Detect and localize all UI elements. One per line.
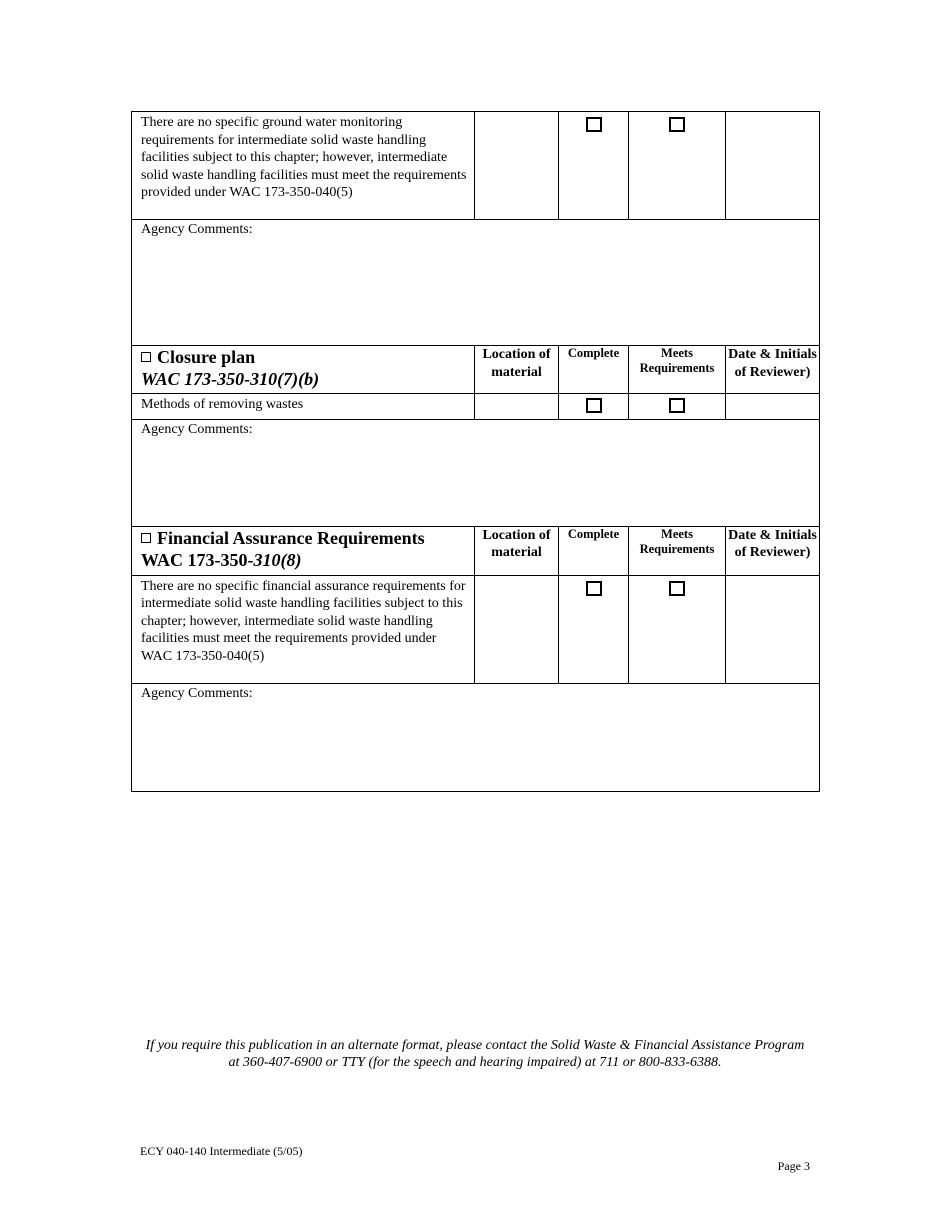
closure-comments-row	[132, 419, 820, 526]
alternate-format-note-line1: If you require this publication in an alternate format, please contact the Solid Waste & Financial Assistance Program	[145, 1038, 805, 1053]
column-header-complete: Complete	[559, 526, 629, 575]
financial-description: There are no specific financial assurance requirements for intermediate solid waste handling facilities subject to this chapter; however, intermediate solid waste handling facilities must meet the requirements provided under WAC 173-350-040(5)	[132, 575, 475, 683]
groundwater-meets-cell	[629, 112, 726, 220]
column-header-location: Location of material	[475, 346, 559, 394]
closure-item-row	[132, 394, 820, 420]
financial-title-cell	[132, 526, 475, 575]
closure-header-row	[132, 346, 820, 394]
page-number: Page 3	[777, 1159, 810, 1173]
groundwater-date-cell[interactable]	[726, 112, 820, 220]
groundwater-description: There are no specific ground water monitoring requirements for intermediate solid waste handling facilities subject to this chapter; however, intermediate solid waste handling facilities must meet the requirements provided under WAC 173-350-040(5)	[132, 112, 475, 220]
groundwater-comments[interactable]	[132, 220, 820, 346]
financial-date-cell[interactable]	[726, 575, 820, 683]
column-header-date: Date & Initials of Reviewer)	[726, 346, 820, 394]
alternate-format-note	[100, 1037, 850, 1071]
groundwater-complete-cell	[559, 112, 629, 220]
column-header-location: Location of material	[475, 526, 559, 575]
financial-complete-checkbox[interactable]	[586, 581, 602, 596]
closure-location-cell[interactable]	[475, 394, 559, 420]
closure-complete-cell	[559, 394, 629, 420]
financial-row	[132, 575, 820, 683]
closure-item: Methods of removing wastes	[132, 394, 475, 420]
alternate-format-note-line2: at 360-407-6900 or TTY (for the speech and hearing impaired) at 711 or 800-833-6388.	[228, 1055, 722, 1070]
column-header-meets: Meets Requirements	[629, 346, 726, 394]
comments-label: Agency Comments:	[141, 421, 253, 437]
closure-meets-cell	[629, 394, 726, 420]
financial-wac	[141, 549, 468, 571]
financial-comments[interactable]	[132, 683, 820, 791]
column-header-date: Date & Initials of Reviewer)	[726, 526, 820, 575]
financial-wac-prefix: WAC 173-350-	[141, 549, 254, 570]
financial-meets-checkbox[interactable]	[669, 581, 685, 596]
form-id: ECY 040-140 Intermediate (5/05)	[140, 1144, 303, 1158]
groundwater-comments-row	[132, 220, 820, 346]
groundwater-meets-checkbox[interactable]	[669, 117, 685, 132]
financial-complete-cell	[559, 575, 629, 683]
financial-title: Financial Assurance Requirements	[157, 527, 425, 548]
comments-label: Agency Comments:	[141, 222, 253, 237]
closure-wac: WAC 173-350-310(7)(b)	[141, 369, 320, 389]
groundwater-location-cell[interactable]	[475, 112, 559, 220]
closure-date-cell[interactable]	[726, 394, 820, 420]
groundwater-row	[132, 112, 820, 220]
review-checklist-table	[131, 111, 820, 792]
financial-comments-row	[132, 683, 820, 791]
closure-title-cell	[132, 346, 475, 394]
financial-meets-cell	[629, 575, 726, 683]
closure-complete-checkbox[interactable]	[586, 398, 602, 413]
column-header-complete: Complete	[559, 346, 629, 394]
groundwater-complete-checkbox[interactable]	[586, 117, 602, 132]
closure-section-checkbox[interactable]	[141, 352, 151, 362]
column-header-meets: Meets Requirements	[629, 526, 726, 575]
financial-section-checkbox[interactable]	[141, 533, 151, 543]
financial-wac-suffix: 310(8)	[253, 549, 302, 570]
closure-meets-checkbox[interactable]	[669, 398, 685, 413]
closure-title: Closure plan	[157, 347, 256, 367]
financial-header-row	[132, 526, 820, 575]
comments-label: Agency Comments:	[141, 685, 253, 701]
closure-comments[interactable]	[132, 419, 820, 526]
financial-location-cell[interactable]	[475, 575, 559, 683]
